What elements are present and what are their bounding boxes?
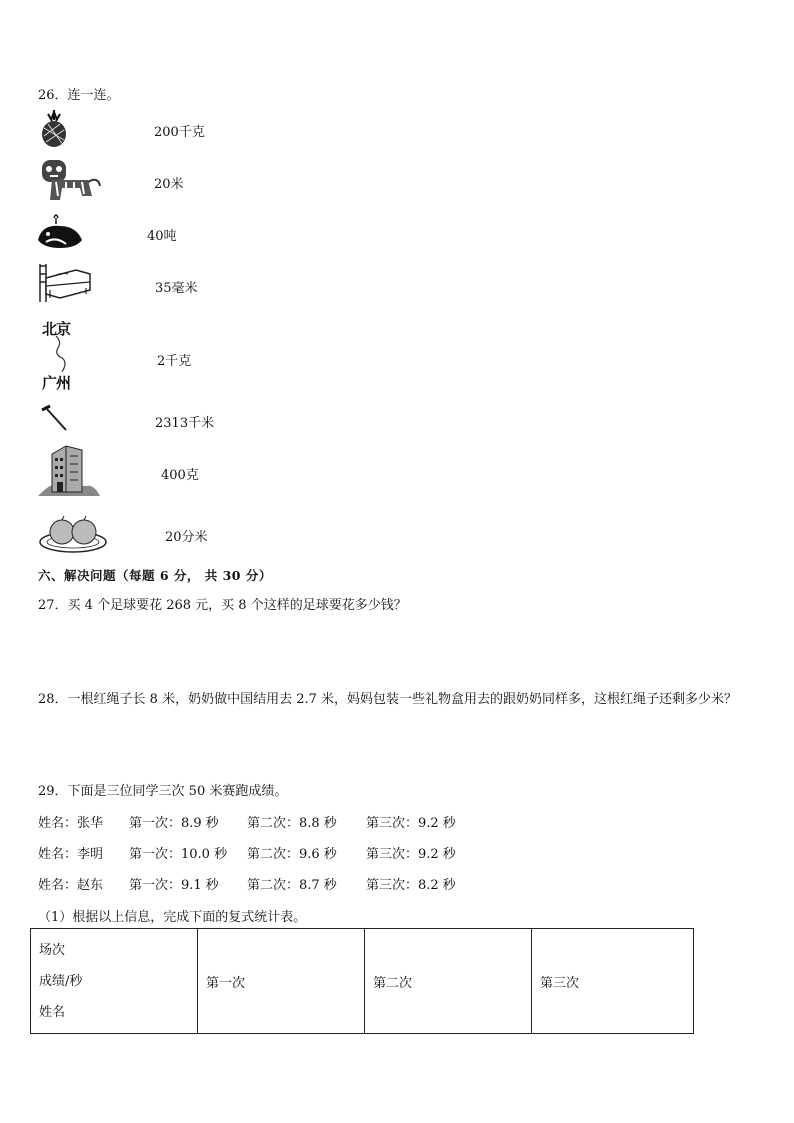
fruit-plate-icon <box>38 512 108 554</box>
run-2-time: 第二次：8.8 秒 <box>247 816 337 831</box>
match-label-7: 400克 <box>161 468 199 483</box>
column-header-1: 第一次 <box>198 929 365 1034</box>
section-6-heading: 六、解决问题（每题 6 分， 共 30 分） <box>38 568 272 583</box>
run-3-time: 第三次：9.2 秒 <box>366 816 456 831</box>
run-1-time: 第一次：8.9 秒 <box>129 816 219 831</box>
match-label-6: 2313千米 <box>155 416 215 431</box>
run-3-time: 第三次：8.2 秒 <box>366 878 456 893</box>
run-3-time: 第三次：9.2 秒 <box>366 847 456 862</box>
match-label-4: 35毫米 <box>155 281 198 296</box>
bed-icon <box>36 260 92 304</box>
match-label-8: 20分米 <box>165 530 208 545</box>
match-label-1: 200千克 <box>154 125 205 140</box>
question-28: 28．一根红绳子长 8 米，奶奶做中国结用去 2.7 米，妈妈包装一些礼物盒用去的跟奶奶同样多，这根红绳子还剩多少米？ <box>38 692 738 707</box>
corner-label-score: 成绩/秒 <box>39 973 83 989</box>
map-route-icon <box>40 318 84 392</box>
question-29-sub1: （1）根据以上信息，完成下面的复式统计表。 <box>38 910 307 925</box>
tiger-icon <box>36 156 102 204</box>
building-icon <box>38 444 100 498</box>
column-header-2: 第二次 <box>365 929 532 1034</box>
match-label-3: 40吨 <box>147 229 177 244</box>
city-beijing-label: 北京 <box>42 320 71 338</box>
corner-label-name: 姓名 <box>39 1004 66 1020</box>
route-line-icon <box>52 336 72 372</box>
whale-icon <box>36 212 84 252</box>
student-name: 姓名：李明 <box>38 847 104 862</box>
compound-stat-table <box>30 928 694 1034</box>
city-guangzhou-label: 广州 <box>42 374 71 392</box>
nail-icon <box>40 404 70 434</box>
column-header-3: 第三次 <box>532 929 694 1034</box>
match-label-5: 2千克 <box>157 354 192 369</box>
question-29-intro: 29．下面是三位同学三次 50 米赛跑成绩。 <box>38 784 288 799</box>
student-name: 姓名：张华 <box>38 816 104 831</box>
run-1-time: 第一次：9.1 秒 <box>129 878 219 893</box>
pineapple-icon <box>36 110 72 148</box>
run-2-time: 第二次：8.7 秒 <box>247 878 337 893</box>
student-name: 姓名：赵东 <box>38 878 104 893</box>
table-corner-cell <box>31 929 198 1034</box>
question-27: 27．买 4 个足球要花 268 元，买 8 个这样的足球要花多少钱？ <box>38 598 407 613</box>
match-label-2: 20米 <box>154 177 184 192</box>
corner-label-session: 场次 <box>39 942 66 958</box>
run-2-time: 第二次：9.6 秒 <box>247 847 337 862</box>
question-26-title: 26．连一连。 <box>38 88 120 103</box>
run-1-time: 第一次：10.0 秒 <box>129 847 228 862</box>
